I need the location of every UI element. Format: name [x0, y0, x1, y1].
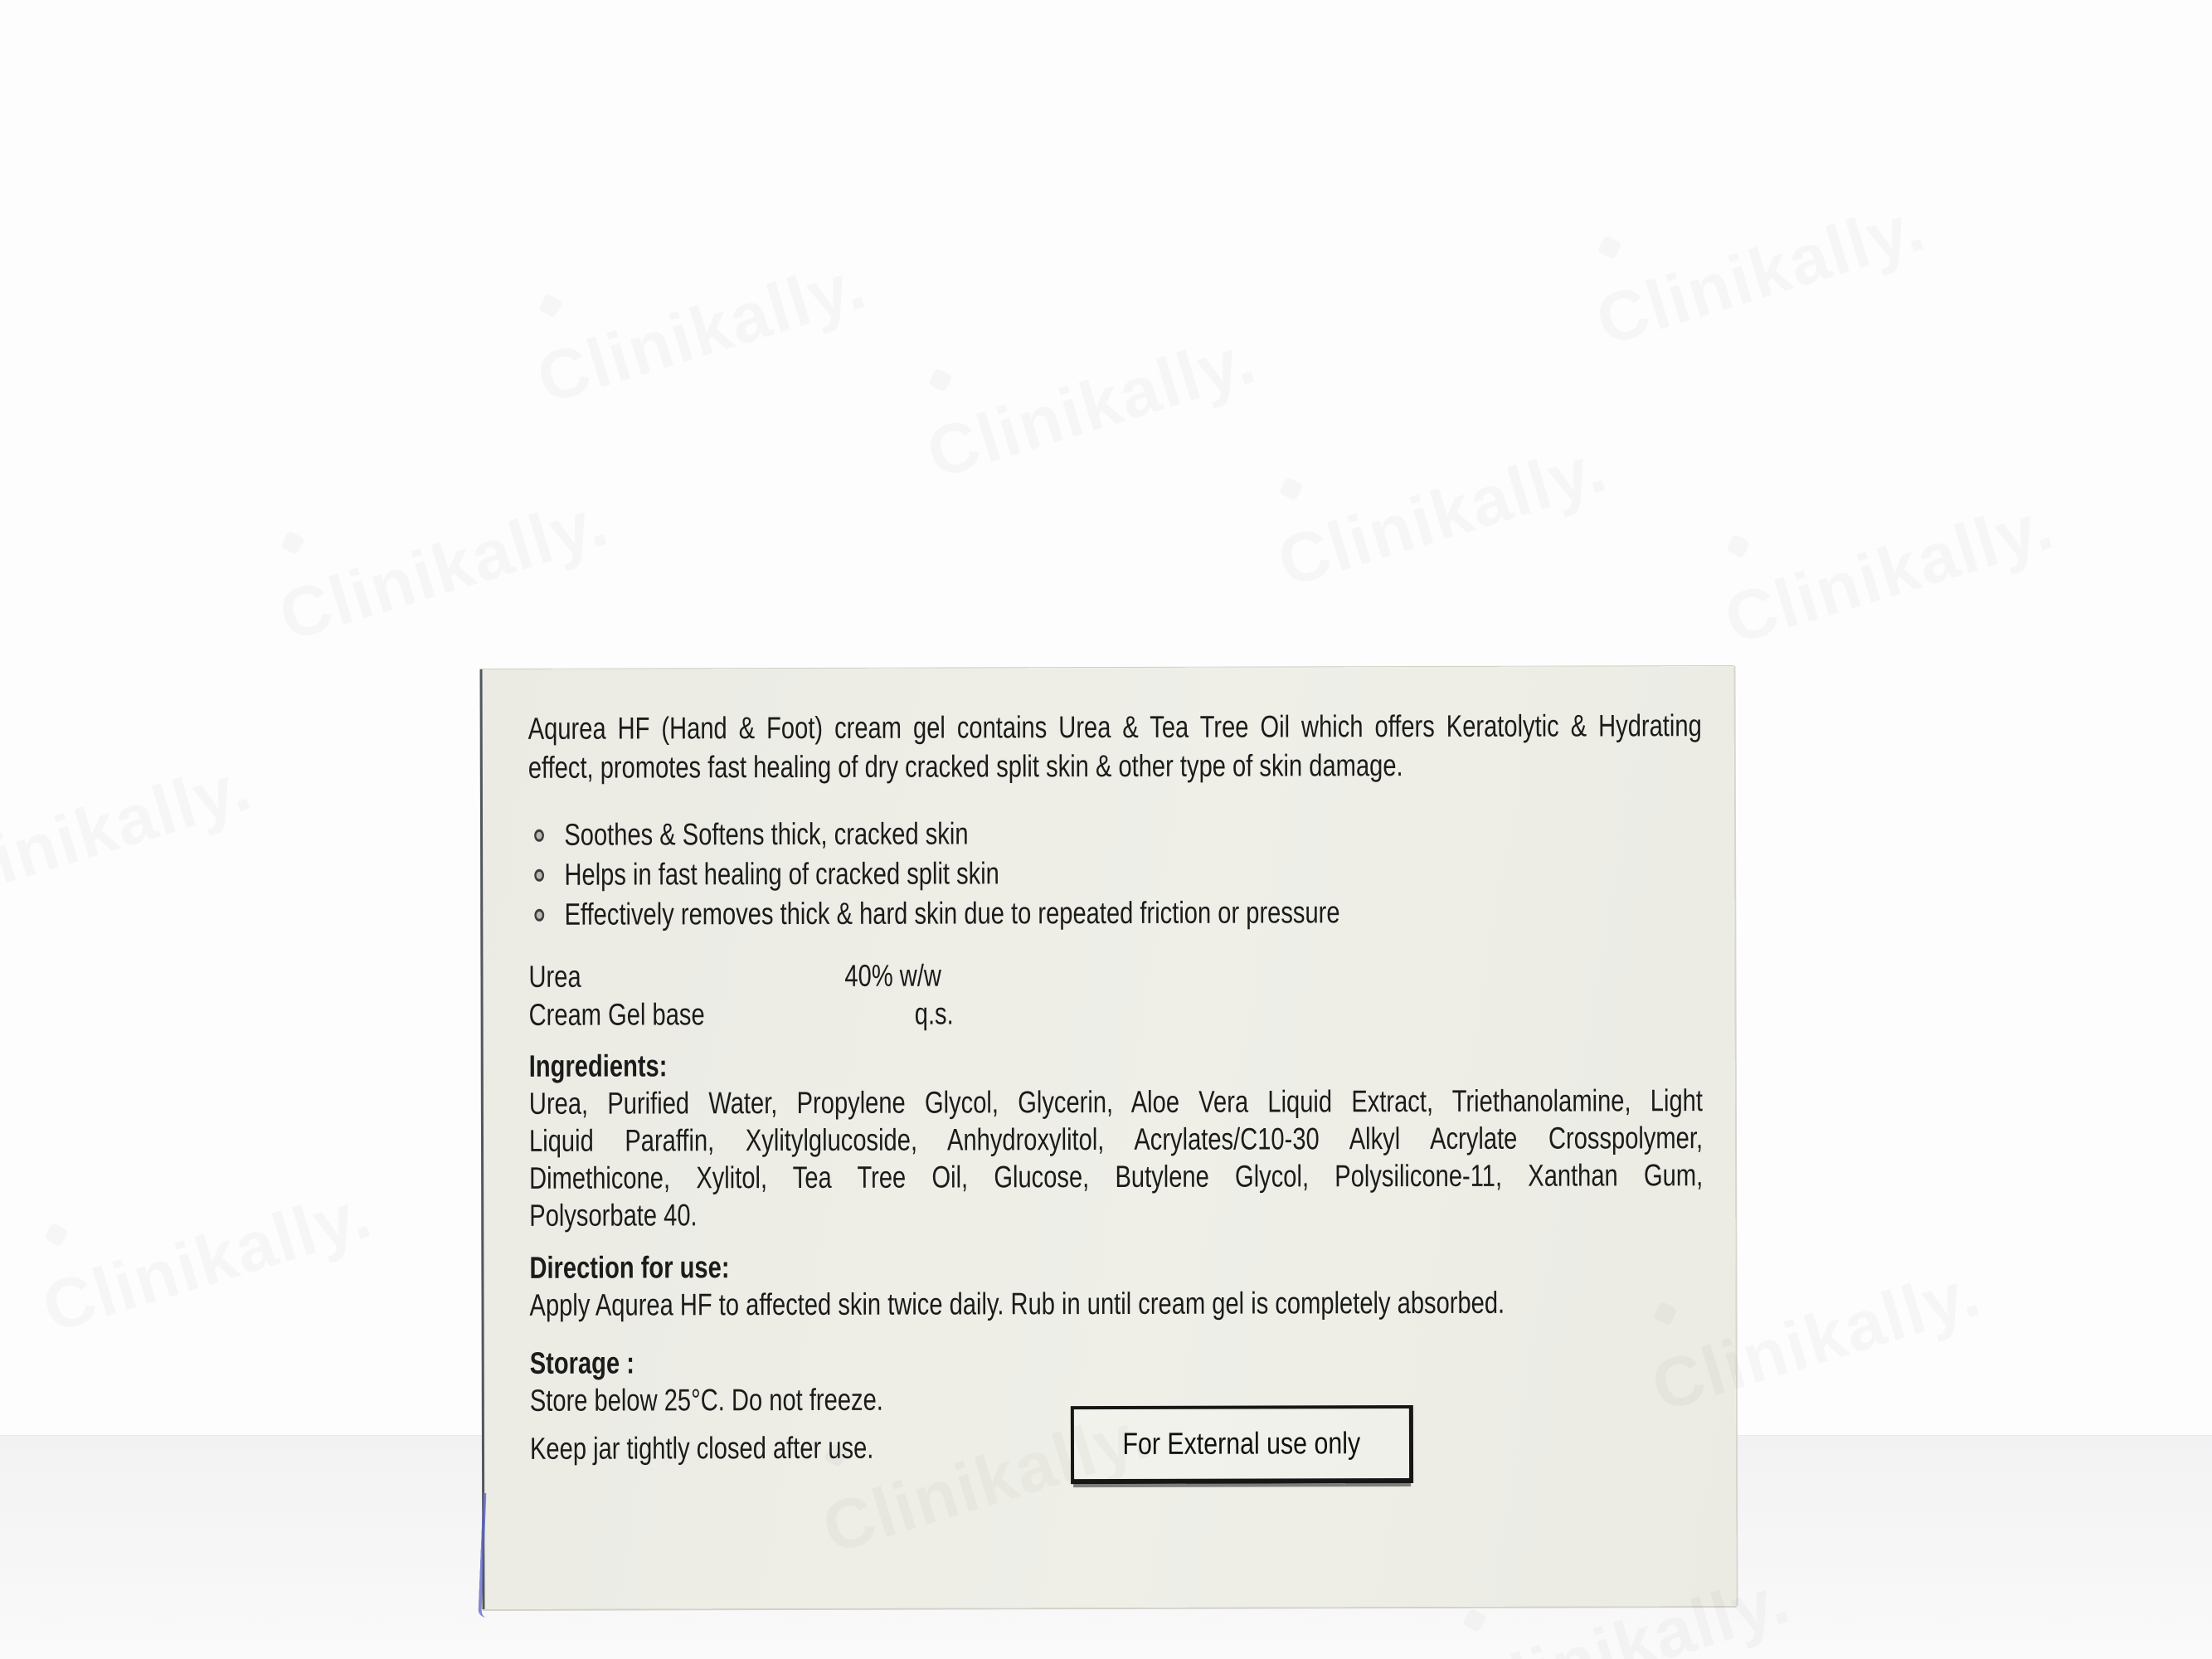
- description-line-1: Aqurea HF (Hand & Foot) cream gel contains Urea & Tea Tree Oil which offers Keratolytic & Hydrating: [527, 708, 1702, 746]
- composition-value: q.s.: [914, 996, 954, 1031]
- clinikally-watermark: [0, 746, 260, 922]
- ingredients-line: Polysorbate 40.: [529, 1198, 698, 1233]
- watermark-text: [918, 319, 1265, 493]
- watermark-text: [0, 747, 260, 920]
- watermark-text: [270, 482, 617, 655]
- ingredients-heading: Ingredients:: [528, 1048, 668, 1083]
- clinikally-watermark: [528, 244, 875, 420]
- clinikally-watermark: [918, 319, 1265, 494]
- storage-line: Store below 25°C. Do not freeze.: [529, 1382, 883, 1418]
- benefit-text: Soothes & Softens thick, cracked skin: [564, 816, 969, 852]
- benefit-item: [528, 892, 1702, 935]
- directions-text: Apply Aqurea HF to affected skin twice daily. Rub in until cream gel is completely absorbed.: [529, 1285, 1505, 1322]
- label-text-column: [528, 706, 1704, 1468]
- packaging-label-back-panel: [480, 666, 1737, 1609]
- clinikally-watermark: [34, 1173, 381, 1349]
- watermark-text: [1587, 187, 1934, 360]
- clinikally-leaf-icon: [280, 531, 305, 556]
- clinikally-leaf-icon: [928, 368, 953, 393]
- benefit-item: [528, 812, 1702, 855]
- watermark-text: [1716, 485, 2063, 659]
- ingredients-section: [529, 1044, 1704, 1234]
- composition-row: [529, 993, 1703, 1034]
- composition-name: Cream Gel base: [528, 997, 705, 1032]
- ingredients-line: Urea, Purified Water, Propylene Glycol, Glycerin, Aloe Vera Liquid Extract, Triethanolamine, Light: [528, 1083, 1703, 1121]
- bullet-icon: [534, 869, 544, 882]
- product-description: [528, 706, 1702, 787]
- composition-value: 40% w/w: [844, 958, 941, 993]
- benefit-text: Effectively removes thick & hard skin due to repeated friction or pressure: [564, 895, 1340, 932]
- composition-row: [528, 955, 1702, 996]
- directions-section: [529, 1246, 1703, 1325]
- clinikally-leaf-icon: [1726, 534, 1751, 559]
- watermark-text: [528, 245, 875, 418]
- clinikally-leaf-icon: [44, 1223, 69, 1248]
- benefits-list: [528, 812, 1702, 935]
- watermark-text: [1269, 428, 1616, 601]
- clinikally-watermark: [1587, 186, 1934, 362]
- ingredients-line: Dimethicone, Xylitol, Tea Tree Oil, Glucose, Butylene Glycol, Polysilicone-11, Xanthan Gum,: [529, 1158, 1704, 1195]
- external-use-text: For External use only: [1122, 1426, 1361, 1461]
- composition-table: [528, 955, 1702, 1034]
- benefit-item: [528, 852, 1702, 895]
- bullet-icon: [534, 909, 544, 922]
- watermark-text: [34, 1174, 381, 1347]
- clinikally-watermark: [270, 481, 617, 657]
- storage-line: Keep jar tightly closed after use.: [529, 1430, 874, 1466]
- description-line-2: effect, promotes fast healing of dry cracked split skin & other type of skin damage.: [527, 748, 1403, 785]
- clinikally-watermark: [1269, 427, 1616, 603]
- clinikally-leaf-icon: [1279, 477, 1304, 502]
- external-use-box: [1071, 1405, 1413, 1484]
- ingredients-line: Liquid Paraffin, Xylitylglucoside, Anhydroxylitol, Acrylates/C10-30 Alkyl Acrylate Crosspolymer,: [528, 1121, 1704, 1158]
- bullet-icon: [534, 830, 544, 842]
- clinikally-watermark: [1716, 484, 2063, 660]
- composition-name: Urea: [528, 959, 581, 994]
- benefit-text: Helps in fast healing of cracked split skin: [564, 856, 999, 892]
- clinikally-leaf-icon: [538, 294, 563, 319]
- clinikally-leaf-icon: [1597, 236, 1622, 260]
- storage-heading: Storage :: [529, 1345, 634, 1380]
- directions-heading: Direction for use:: [529, 1250, 730, 1285]
